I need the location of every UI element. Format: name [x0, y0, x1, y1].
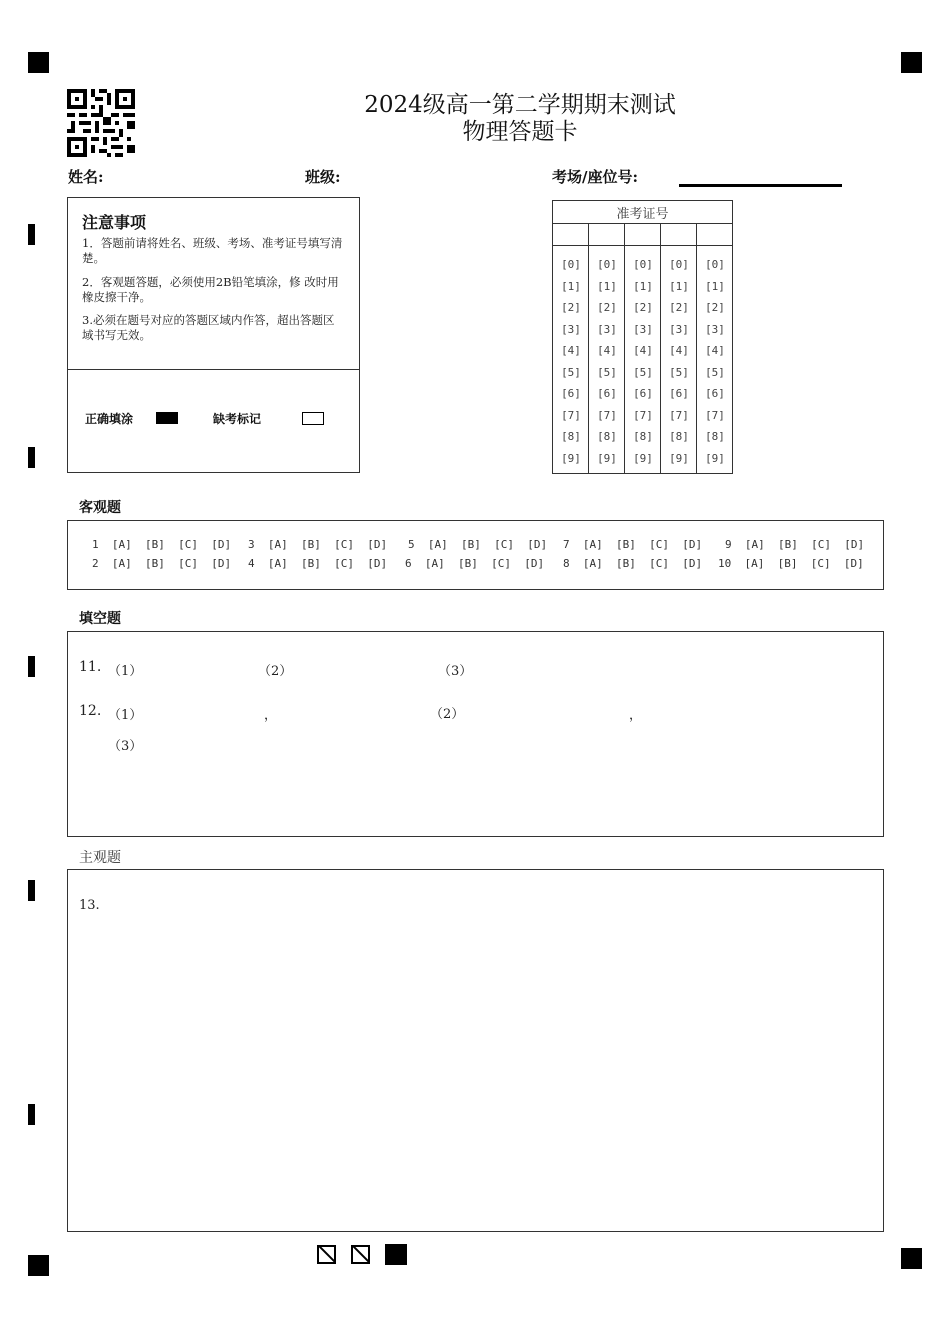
objective-box: [67, 520, 884, 590]
question-row-4[interactable]: 4 [A] [B] [C] [D]: [248, 557, 388, 570]
page-mark-filled: [385, 1244, 407, 1265]
divider: [553, 223, 732, 224]
absent-mark-label: 缺考标记: [213, 412, 262, 426]
side-mark: [28, 1104, 35, 1125]
divider: [68, 369, 359, 370]
card-title: 物理答题卡: [462, 119, 578, 145]
fill-section-title: 填空题: [79, 611, 121, 627]
q12-part1-label: （1）: [108, 708, 143, 723]
side-mark: [28, 224, 35, 245]
q11-part3-label: （3）: [438, 664, 473, 679]
corner-mark-bottom-left: [28, 1255, 49, 1276]
admission-box: [552, 200, 733, 474]
corner-mark-top-left: [28, 52, 49, 73]
question-row-10[interactable]: 10 [A] [B] [C] [D]: [718, 557, 864, 570]
digit-column[interactable]: [0] [1] [2] [3] [4] [5] [6] [7] [8] [9]: [705, 258, 725, 465]
question-row-7[interactable]: 7 [A] [B] [C] [D]: [563, 538, 703, 551]
side-mark: [28, 656, 35, 677]
page-mark-crossed: [351, 1245, 370, 1264]
digit-column[interactable]: [0] [1] [2] [3] [4] [5] [6] [7] [8] [9]: [597, 258, 617, 465]
exam-title: 2024级高一第二学期期末测试: [364, 92, 676, 118]
side-mark: [28, 447, 35, 468]
divider: [553, 245, 732, 246]
q11-part2-label: （2）: [258, 664, 293, 679]
name-label: 姓名:: [68, 168, 104, 186]
question-12-label: 12.: [79, 703, 102, 719]
corner-mark-top-right: [901, 52, 922, 73]
q11-part1-label: （1）: [108, 664, 143, 679]
side-mark: [28, 880, 35, 901]
question-13-label: 13.: [79, 898, 100, 913]
page-mark-crossed: [317, 1245, 336, 1264]
digit-column[interactable]: [0] [1] [2] [3] [4] [5] [6] [7] [8] [9]: [633, 258, 653, 465]
fill-box[interactable]: [67, 631, 884, 837]
seat-label: 考场/座位号:: [552, 168, 639, 186]
objective-section-title: 客观题: [79, 500, 121, 516]
q12-part3-label: （3）: [108, 739, 143, 754]
question-row-6[interactable]: 6 [A] [B] [C] [D]: [405, 557, 545, 570]
question-row-9[interactable]: 9 [A] [B] [C] [D]: [725, 538, 865, 551]
notice-item: 1．答题前请将姓名、班级、考场、准考证号填写清楚。: [82, 236, 343, 265]
seat-underline[interactable]: [679, 184, 842, 187]
question-row-5[interactable]: 5 [A] [B] [C] [D]: [408, 538, 548, 551]
question-row-1[interactable]: 1 [A] [B] [C] [D]: [92, 538, 232, 551]
notice-title: 注意事项: [82, 213, 147, 232]
correct-fill-sample: [156, 412, 178, 424]
comma: ，: [629, 708, 643, 723]
digit-column[interactable]: [0] [1] [2] [3] [4] [5] [6] [7] [8] [9]: [561, 258, 581, 465]
q12-part2-label: （2）: [430, 707, 465, 722]
question-11-label: 11.: [79, 659, 102, 675]
correct-fill-label: 正确填涂: [85, 412, 134, 426]
digit-column[interactable]: [0] [1] [2] [3] [4] [5] [6] [7] [8] [9]: [669, 258, 689, 465]
notice-item: 2．客观题答题，必须使用2B铅笔填涂，修 改时用橡皮擦干净。: [82, 275, 339, 304]
question-row-8[interactable]: 8 [A] [B] [C] [D]: [563, 557, 703, 570]
notice-item: 3.必须在题号对应的答题区域内作答，超出答题区域书写无效。: [82, 313, 335, 342]
question-row-3[interactable]: 3 [A] [B] [C] [D]: [248, 538, 388, 551]
subjective-box[interactable]: [67, 869, 884, 1232]
question-row-2[interactable]: 2 [A] [B] [C] [D]: [92, 557, 232, 570]
subjective-section-title: 主观题: [79, 850, 121, 866]
absent-mark-checkbox[interactable]: [302, 412, 324, 425]
admission-title: 准考证号: [616, 207, 669, 222]
notice-box: [67, 197, 360, 473]
corner-mark-bottom-right: [901, 1248, 922, 1269]
comma: ，: [264, 708, 278, 723]
class-label: 班级:: [305, 168, 341, 186]
